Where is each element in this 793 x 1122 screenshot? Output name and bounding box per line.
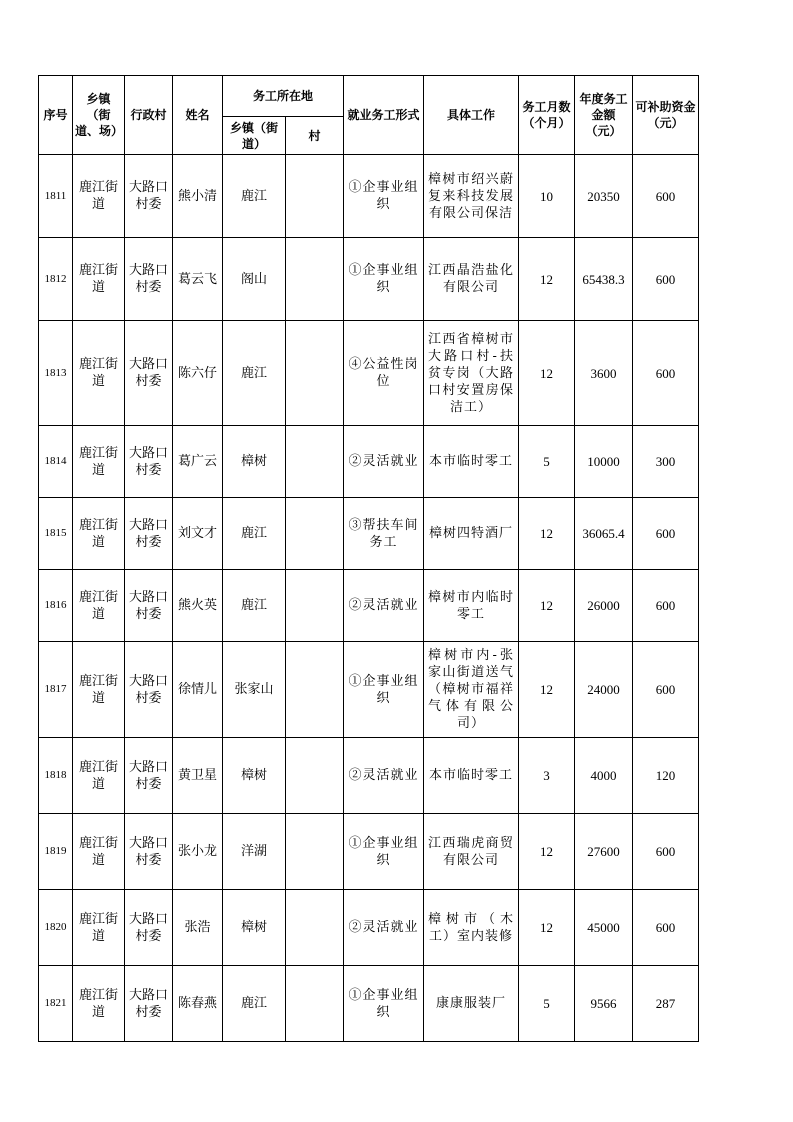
- header-income: 年度务工金额（元）: [575, 76, 633, 155]
- header-work-village: 村: [286, 117, 344, 155]
- cell-employment-form: ②灵活就业: [344, 738, 424, 814]
- cell-work-village: [286, 890, 344, 966]
- cell-work-town: 樟树: [223, 738, 286, 814]
- cell-name: 刘文才: [173, 498, 223, 570]
- header-job: 具体工作: [424, 76, 519, 155]
- cell-job: 樟树市绍兴蔚复来科技发展有限公司保洁: [424, 155, 519, 238]
- cell-seq: 1819: [39, 814, 73, 890]
- cell-work-village: [286, 426, 344, 498]
- cell-income: 24000: [575, 642, 633, 738]
- cell-town: 鹿江街道: [73, 814, 125, 890]
- table-row: [39, 642, 699, 738]
- cell-town: 鹿江街道: [73, 738, 125, 814]
- cell-income: 10000: [575, 426, 633, 498]
- cell-seq: 1816: [39, 570, 73, 642]
- table-row: [39, 738, 699, 814]
- cell-employment-form: ②灵活就业: [344, 890, 424, 966]
- header-work-place: 务工所在地: [223, 76, 344, 117]
- table-row: [39, 890, 699, 966]
- cell-employment-form: ①企事业组织: [344, 966, 424, 1042]
- cell-village: 大路口村委: [125, 426, 173, 498]
- cell-subsidy: 300: [633, 426, 699, 498]
- cell-months: 12: [519, 498, 575, 570]
- cell-name: 葛广云: [173, 426, 223, 498]
- cell-months: 12: [519, 321, 575, 426]
- header-subsidy: 可补助资金（元）: [633, 76, 699, 155]
- table-row: [39, 570, 699, 642]
- cell-town: 鹿江街道: [73, 498, 125, 570]
- cell-subsidy: 600: [633, 155, 699, 238]
- cell-months: 12: [519, 642, 575, 738]
- cell-months: 5: [519, 426, 575, 498]
- cell-town: 鹿江街道: [73, 642, 125, 738]
- table-row: [39, 321, 699, 426]
- cell-income: 4000: [575, 738, 633, 814]
- cell-name: 徐情儿: [173, 642, 223, 738]
- cell-seq: 1820: [39, 890, 73, 966]
- cell-village: 大路口村委: [125, 570, 173, 642]
- cell-income: 9566: [575, 966, 633, 1042]
- cell-employment-form: ②灵活就业: [344, 570, 424, 642]
- table-row: [39, 238, 699, 321]
- cell-seq: 1817: [39, 642, 73, 738]
- header-seq: 序号: [39, 76, 73, 155]
- cell-job: 樟树市内-张家山街道送气（樟树市福祥气体有限公司）: [424, 642, 519, 738]
- cell-name: 陈六仔: [173, 321, 223, 426]
- table-row: [39, 814, 699, 890]
- cell-months: 3: [519, 738, 575, 814]
- cell-work-town: 鹿江: [223, 155, 286, 238]
- cell-village: 大路口村委: [125, 966, 173, 1042]
- cell-subsidy: 600: [633, 814, 699, 890]
- cell-work-village: [286, 814, 344, 890]
- cell-months: 12: [519, 238, 575, 321]
- cell-employment-form: ④公益性岗位: [344, 321, 424, 426]
- cell-name: 熊火英: [173, 570, 223, 642]
- cell-work-town: 鹿江: [223, 498, 286, 570]
- cell-village: 大路口村委: [125, 498, 173, 570]
- cell-town: 鹿江街道: [73, 238, 125, 321]
- header-town: 乡镇（街道、场）: [73, 76, 125, 155]
- table-row: [39, 155, 699, 238]
- cell-town: 鹿江街道: [73, 570, 125, 642]
- cell-work-village: [286, 238, 344, 321]
- employment-subsidy-table: [38, 75, 699, 1042]
- cell-job: 江西瑞虎商贸有限公司: [424, 814, 519, 890]
- cell-subsidy: 600: [633, 321, 699, 426]
- cell-work-town: 鹿江: [223, 570, 286, 642]
- cell-employment-form: ①企事业组织: [344, 155, 424, 238]
- cell-subsidy: 600: [633, 890, 699, 966]
- cell-work-town: 洋湖: [223, 814, 286, 890]
- cell-work-town: 樟树: [223, 890, 286, 966]
- cell-work-village: [286, 498, 344, 570]
- cell-subsidy: 600: [633, 570, 699, 642]
- cell-income: 20350: [575, 155, 633, 238]
- cell-months: 12: [519, 570, 575, 642]
- table-body: [39, 155, 699, 1042]
- cell-town: 鹿江街道: [73, 426, 125, 498]
- cell-village: 大路口村委: [125, 155, 173, 238]
- subsidy-table-page: [38, 75, 699, 1042]
- cell-town: 鹿江街道: [73, 155, 125, 238]
- cell-months: 12: [519, 890, 575, 966]
- cell-income: 45000: [575, 890, 633, 966]
- cell-name: 陈春燕: [173, 966, 223, 1042]
- header-employment-form: 就业务工形式: [344, 76, 424, 155]
- cell-income: 3600: [575, 321, 633, 426]
- cell-employment-form: ①企事业组织: [344, 238, 424, 321]
- cell-work-village: [286, 642, 344, 738]
- cell-seq: 1811: [39, 155, 73, 238]
- cell-name: 黄卫星: [173, 738, 223, 814]
- cell-subsidy: 600: [633, 238, 699, 321]
- cell-job: 本市临时零工: [424, 738, 519, 814]
- header-name: 姓名: [173, 76, 223, 155]
- cell-work-village: [286, 570, 344, 642]
- cell-seq: 1813: [39, 321, 73, 426]
- header-work-town: 乡镇（街道）: [223, 117, 286, 155]
- cell-work-town: 阁山: [223, 238, 286, 321]
- cell-job: 樟树市（木工）室内装修: [424, 890, 519, 966]
- cell-subsidy: 600: [633, 498, 699, 570]
- cell-job: 樟树市内临时零工: [424, 570, 519, 642]
- cell-employment-form: ①企事业组织: [344, 814, 424, 890]
- cell-village: 大路口村委: [125, 738, 173, 814]
- cell-income: 36065.4: [575, 498, 633, 570]
- header-months: 务工月数（个月）: [519, 76, 575, 155]
- cell-seq: 1818: [39, 738, 73, 814]
- cell-income: 26000: [575, 570, 633, 642]
- cell-subsidy: 287: [633, 966, 699, 1042]
- cell-subsidy: 600: [633, 642, 699, 738]
- cell-name: 葛云飞: [173, 238, 223, 321]
- cell-work-village: [286, 738, 344, 814]
- cell-name: 张浩: [173, 890, 223, 966]
- cell-job: 樟树四特酒厂: [424, 498, 519, 570]
- cell-work-town: 张家山: [223, 642, 286, 738]
- cell-months: 12: [519, 814, 575, 890]
- cell-work-village: [286, 155, 344, 238]
- cell-work-village: [286, 321, 344, 426]
- cell-seq: 1812: [39, 238, 73, 321]
- cell-seq: 1821: [39, 966, 73, 1042]
- cell-job: 本市临时零工: [424, 426, 519, 498]
- cell-name: 张小龙: [173, 814, 223, 890]
- table-row: [39, 498, 699, 570]
- table-row: [39, 966, 699, 1042]
- cell-months: 10: [519, 155, 575, 238]
- table-row: [39, 426, 699, 498]
- cell-employment-form: ②灵活就业: [344, 426, 424, 498]
- cell-town: 鹿江街道: [73, 321, 125, 426]
- cell-work-village: [286, 966, 344, 1042]
- cell-name: 熊小清: [173, 155, 223, 238]
- cell-village: 大路口村委: [125, 890, 173, 966]
- cell-work-town: 樟树: [223, 426, 286, 498]
- cell-income: 65438.3: [575, 238, 633, 321]
- cell-job: 康康服装厂: [424, 966, 519, 1042]
- cell-work-town: 鹿江: [223, 966, 286, 1042]
- cell-seq: 1814: [39, 426, 73, 498]
- cell-village: 大路口村委: [125, 321, 173, 426]
- cell-job: 江西晶浩盐化有限公司: [424, 238, 519, 321]
- cell-job: 江西省樟树市大路口村-扶贫专岗（大路口村安置房保洁工）: [424, 321, 519, 426]
- cell-town: 鹿江街道: [73, 966, 125, 1042]
- cell-village: 大路口村委: [125, 814, 173, 890]
- cell-village: 大路口村委: [125, 238, 173, 321]
- cell-employment-form: ①企事业组织: [344, 642, 424, 738]
- cell-income: 27600: [575, 814, 633, 890]
- cell-town: 鹿江街道: [73, 890, 125, 966]
- header-row-1: [39, 76, 699, 117]
- cell-months: 5: [519, 966, 575, 1042]
- cell-employment-form: ③帮扶车间务工: [344, 498, 424, 570]
- cell-village: 大路口村委: [125, 642, 173, 738]
- cell-seq: 1815: [39, 498, 73, 570]
- header-village: 行政村: [125, 76, 173, 155]
- cell-work-town: 鹿江: [223, 321, 286, 426]
- cell-subsidy: 120: [633, 738, 699, 814]
